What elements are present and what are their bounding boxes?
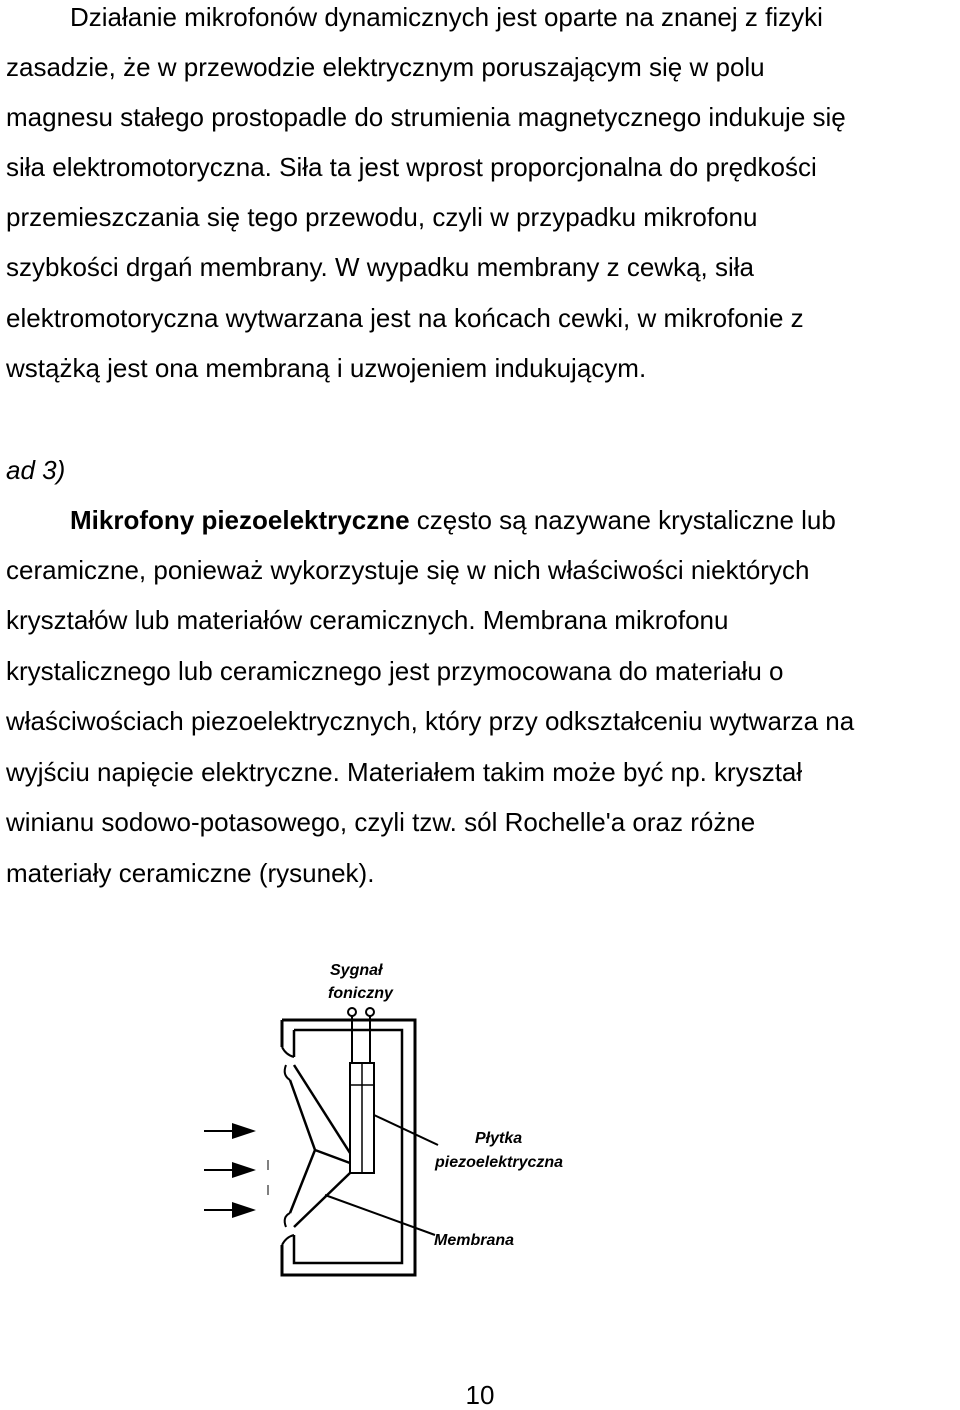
text-line: krystalicznego lub ceramicznego jest przymocowana do materiału o [6,656,784,686]
text-line: wyjściu napięcie elektryczne. Materiałem takim może być np. kryształ [6,757,803,787]
text-line: siła elektromotoryczna. Siła ta jest wprost proporcjonalna do prędkości [6,152,817,182]
signal-label-line1: Sygnał [330,962,383,979]
piezo-plate [350,1063,374,1173]
membrane-leader-line [325,1195,435,1235]
membrane-label: Membrana [434,1232,515,1249]
plate-leader-line [374,1115,438,1145]
membrane [290,1065,350,1227]
text-line: materiały ceramiczne (rysunek). [6,858,375,888]
bold-term: Mikrofony piezoelektryczne [70,505,410,535]
text-line: wstążką jest ona membraną i uzwojeniem indukującym. [6,353,647,383]
plate-label-line2: piezoelektryczna [435,1154,564,1171]
text-line: szybkości drgań membrany. W wypadku membrany z cewką, siła [6,252,754,282]
plate-label-line1: Płytka [475,1130,523,1147]
text-line: ceramiczne, ponieważ wykorzystuje się w nich właściwości niektórych [6,555,810,585]
text-line: zasadzie, że w przewodzie elektrycznym poruszającym się w polu [6,52,765,82]
text-line: Działanie mikrofonów dynamicznych jest oparte na znanej z fizyki [70,2,823,32]
page-number: 10 [465,1380,495,1410]
text-line: winianu sodowo-potasowego, czyli tzw. sól Rochelle'a oraz różne [6,807,756,837]
piezo-microphone-diagram [190,945,610,1345]
text-line: kryształów lub materiałów ceramicznych. Membrana mikrofonu [6,605,729,635]
text-line: magnesu stałego prostopadle do strumienia magnetycznego indukuje się [6,102,846,132]
text-line: przemieszczania się tego przewodu, czyli w przypadku mikrofonu [6,202,758,232]
microphone-housing [282,1020,415,1275]
text-line-first [70,505,836,535]
text-line-rest: często są nazywane krystaliczne lub [409,505,836,535]
signal-label-line2: foniczny [328,985,393,1002]
text-line: elektromotoryczna wytwarzana jest na końcach cewki, w mikrofonie z [6,303,804,333]
sound-arrows [204,1123,268,1218]
text-line: właściwościach piezoelektrycznych, który przy odkształceniu wytwarza na [6,706,855,736]
signal-terminals [348,1008,374,1065]
section-heading: ad 3) [6,455,66,485]
